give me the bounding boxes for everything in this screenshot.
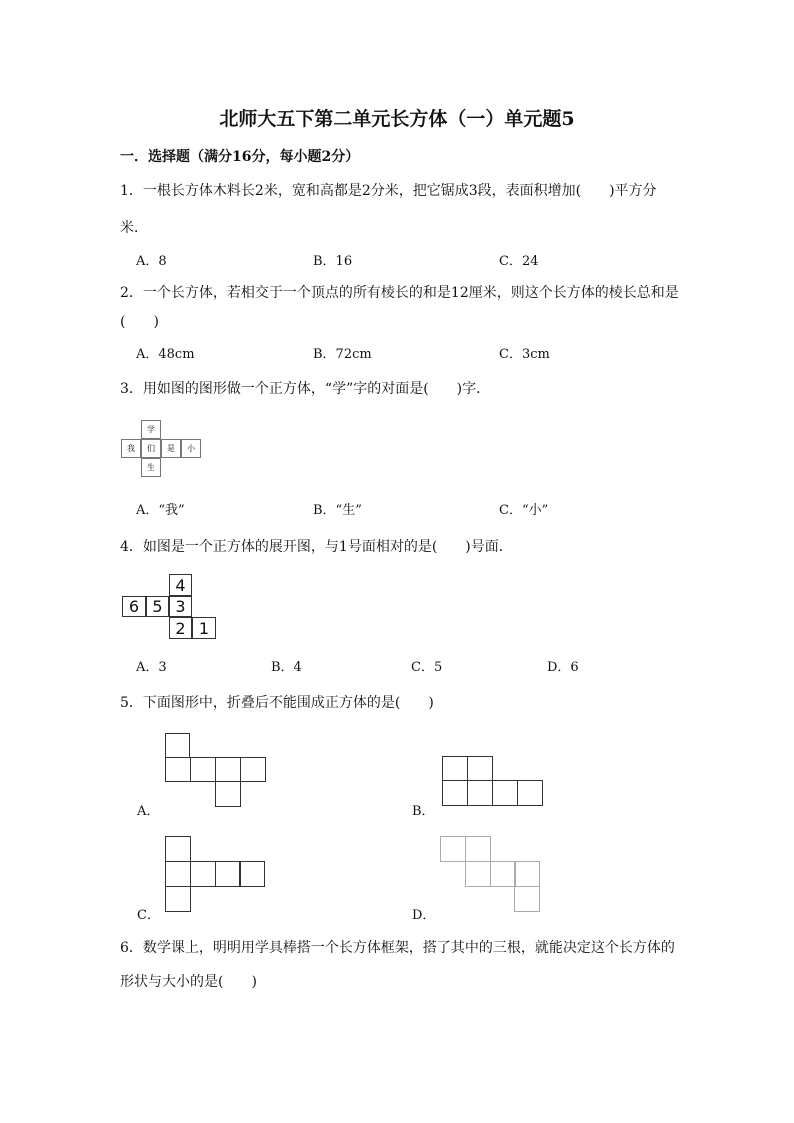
question-5-figure-c <box>165 836 265 912</box>
net-face-2: 2 <box>169 617 192 639</box>
question-4-option-a: A．3 <box>136 660 167 675</box>
net-cell-wo: 我 <box>121 439 141 458</box>
question-2-text: 2．一个长方体，若相交于一个顶点的所有棱长的和是12厘米，则这个长方体的棱长总和是 <box>120 285 679 301</box>
net-face-6: 6 <box>122 596 146 617</box>
question-5-figure-b <box>442 756 543 806</box>
question-2-text-cont: ( ) <box>120 314 159 330</box>
net-cell-xue: 学 <box>141 420 161 439</box>
question-5-figure-d <box>440 836 540 912</box>
net-cell-xiao: 小 <box>181 439 201 458</box>
question-2-option-c: C．3cm <box>499 347 550 362</box>
question-3-option-b: B．“生” <box>313 503 362 518</box>
question-6-text: 6．数学课上，明明用学具棒搭一个长方体框架，搭了其中的三根，就能决定这个长方体的 <box>120 940 675 956</box>
question-1-text: 1．一根长方体木料长2米，宽和高都是2分米，把它锯成3段，表面积增加( )平方分 <box>120 183 657 199</box>
question-5-label-d: D． <box>412 908 436 923</box>
question-4-cube-net <box>122 574 216 639</box>
net-cell-sheng: 生 <box>141 458 161 477</box>
question-1-option-a: A．8 <box>136 254 167 269</box>
question-1-option-c: C．24 <box>499 254 539 269</box>
question-1-option-b: B．16 <box>313 254 353 269</box>
net-face-4: 4 <box>169 574 192 596</box>
question-4-option-d: D．6 <box>547 660 579 675</box>
net-face-1: 1 <box>192 617 216 639</box>
question-6-text-cont: 形状与大小的是( ) <box>120 974 257 990</box>
question-5-figure-a <box>165 733 266 807</box>
question-4-option-c: C．5 <box>411 660 443 675</box>
net-cell-men: 们 <box>141 439 161 458</box>
net-face-3: 3 <box>169 596 192 617</box>
question-2-option-a: A．48cm <box>136 347 195 362</box>
question-1-text-cont: 米． <box>120 220 148 236</box>
question-3-option-a: A．“我” <box>136 503 185 518</box>
section-heading: 一．选择题（满分16分，每小题2分） <box>120 149 360 165</box>
question-5-label-c: C． <box>137 908 160 923</box>
question-3-option-c: C．“小” <box>499 503 549 518</box>
question-3-cube-net <box>121 420 201 477</box>
question-2-option-b: B．72cm <box>313 347 372 362</box>
question-5-text: 5．下面图形中，折叠后不能围成正方体的是( ) <box>120 695 434 711</box>
question-3-text: 3．用如图的图形做一个正方体，“学”字的对面是( )字． <box>120 381 491 397</box>
question-4-option-b: B．4 <box>271 660 302 675</box>
page-title: 北师大五下第二单元长方体（一）单元题5 <box>219 108 575 130</box>
question-5-label-a: A． <box>137 804 160 819</box>
question-5-label-b: B． <box>412 804 435 819</box>
net-face-5: 5 <box>146 596 169 617</box>
net-cell-shi: 是 <box>161 439 181 458</box>
question-4-text: 4．如图是一个正方体的展开图，与1号面相对的是( )号面． <box>120 539 513 555</box>
